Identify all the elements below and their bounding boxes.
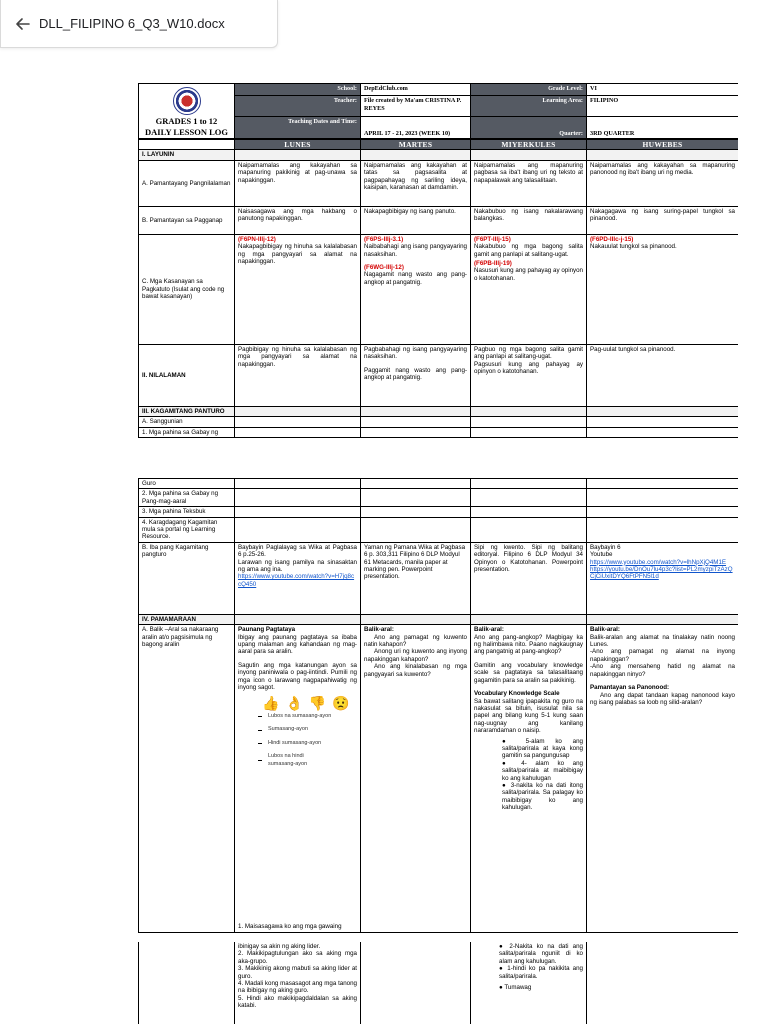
- document-page-3: [138, 942, 738, 1024]
- title-cell: [139, 84, 235, 139]
- cell: (F6PT-IIIj-15) Nakabubuo ng mga bagong salita gamit ang panlapi at salitang-ugat. (F6PB-IIIj-19) Nasusuri kung ang pahayag ay opinyon o katotohanan.: [471, 234, 587, 344]
- page-break: [0, 453, 768, 478]
- teacher-label: Teacher:: [235, 96, 361, 117]
- section-pamamaraan: IV. PAMAMARAAN: [139, 614, 235, 624]
- deped-seal-icon: [173, 87, 201, 115]
- cell: Naipamamalas ang kakayahan sa mapanuring pakikinig at pag-unawa sa napakinggan.: [235, 160, 361, 206]
- cell: Nakabubuo ng isang nakalarawang balangkas.: [471, 206, 587, 234]
- row-label-gabay-guro-cont: Guro: [139, 479, 235, 489]
- dates-label: Teaching Dates and Time:: [235, 117, 361, 139]
- document-page-1: [138, 83, 738, 453]
- row-label-gabay-guro-cut: 1. Mga pahina sa Gabay ng: [139, 427, 235, 437]
- dates-value: APRIL 17 - 21, 2023 (WEEK 10): [361, 117, 471, 139]
- dll-body-page2: [138, 478, 738, 933]
- dll-title: DAILY LESSON LOG: [145, 127, 228, 137]
- cell: Pag-uulat tungkol sa pinanood.: [587, 344, 739, 406]
- area-value: FILIPINO: [587, 96, 739, 117]
- file-name: DLL_FILIPINO 6_Q3_W10.docx: [39, 16, 225, 31]
- cell: Nakapagbibigay ng isang panuto.: [361, 206, 471, 234]
- list-item: ● 5-alam ko ang salita/parirala at kaya kong gamitin sa pangungusap: [502, 737, 583, 760]
- emoji-icon: 😟: [332, 694, 350, 711]
- cell: (F6PN-IIIj-12) Nakapagbibigay ng hinuha sa kalalabasan ng mga pangyayari sa alamat na napakinggan.: [235, 234, 361, 344]
- day-lunes: LUNES: [235, 140, 361, 150]
- cell: Pagbuo ng mga bagong salita gamit ang panlapi at salitang-ugat. Pagsusuri kung ang pahayag ay opinyon o katotohanan.: [471, 344, 587, 406]
- cell: Naipamamalas ang kakayahan sa mapanuring panonood ng iba't ibang uri ng media.: [587, 160, 739, 206]
- youtube-link[interactable]: https://www.youtube.com/watch?v=H7jq8ccQ450: [238, 573, 355, 588]
- day-martes: MARTES: [361, 140, 471, 150]
- quarter-value: 3RD QUARTER: [587, 117, 739, 139]
- youtube-link[interactable]: https://youtu.be/DnOu7lu4p3c?list=PL2myzpiTzAzQCjCiUxitDYQ6FtPFN5l1d: [590, 566, 733, 581]
- thumbs-up-icon: 👍: [262, 694, 280, 711]
- cell: Sipi ng kwento. Sipi ng balitang editoryal. Filipino 6 DLP Modyul 34 Opinyon o Katotohanan. Powerpoint presentation.: [471, 542, 587, 614]
- section-layunin: I. LAYUNIN: [139, 150, 235, 160]
- legend-item: Sumasang-ayon: [258, 726, 357, 733]
- row-label-kasanayan: C. Mga Kasanayan sa Pagkatuto (Isulat ang code ng bawat kasanayan): [139, 234, 235, 344]
- list-item: ● 1-hindi ko pa nakikita ang salita/parirala.: [499, 965, 583, 980]
- cell: ibinigay sa akin ng aking lider. 2. Makikipagtulungan ako sa aking mga aka-grupo. 3. Makikinig akong mabuti sa aking lider at guro. 4. Madali kong masasagot ang mga tanong na ibibigay ng aking guro. 5. Hindi ako makikipagdaldalan sa aking katabi.: [235, 942, 361, 1024]
- legend-item: Lubos na sumasang-ayon: [258, 713, 357, 720]
- list-item: ● 2-Nakita ko na dati ang salita/parirala nguniit di ko alam ang kahulugan.: [499, 943, 583, 965]
- day-huwebes: HUWEBES: [587, 140, 739, 150]
- cell: Balik-aral: Ano ang pang-angkop? Magbigay ka ng halimbawa nito. Paano nagkaugnay ang pangatnig at pang-angkop? Gamitin ang vocabulary knowledge scale sa pagtataya sa talasalitaang gagamitin para sa aralin sa pakikinig. Vocabulary Knowledge Scale Sa bawat salitang ipapakita ng guro na nakasulat sa bituin, isusulat nila sa papel ang bilang kung 5-1 kung saan nag-uugnay ang kanilang nararamdaman o naisip. ● 5-alam ko ang salita/parirala at kaya kong gamitin sa pangungusap ● 4- alam ko ang salita/parirala at maibibigay ko ang kahulugan ● 3-nakita ko na dati itong salita/parirala. Sa palagay ko maibibigay ko ang kahulugan.: [471, 625, 587, 933]
- cell: Balik-aral: Balik-aralan ang alamat na tinalakay natin noong Lunes. -Ano ang pamagat ng alamat na inyong napakinggan? -Ano ang mensaheng hatid ng alamat na napakinggan ninyo? Pamantayan sa Panonood: Ano ang dapat tandaan kapag nanonood kayo ng isang palabas sa loob ng silid-aralan?: [587, 625, 739, 933]
- school-value: DepEdClub.com: [361, 84, 471, 96]
- youtube-link[interactable]: https://www.youtube.com/watch?v=lhNpXjQ4M1E: [590, 558, 727, 566]
- cell: (F6PD-IIIc-j-15) Nakauulat tungkol sa pinanood.: [587, 234, 739, 344]
- legend-item: Hindi sumasang-ayon: [258, 740, 357, 747]
- file-title-bar: [0, 0, 278, 48]
- row-label-pangnilalaman: A. Pamantayang Pangnilalaman: [139, 160, 235, 206]
- cell: Baybayin Paglalayag sa Wika at Pagbasa 6 p.25-26. Larawan ng isang pamilya na sinasaktan ng ama ang ina. https://www.youtube.com/watch?v=H7jq8ccQ450: [235, 542, 361, 614]
- cell: Pagbabahagi ng isang pangyayaring nasaksihan. Paggamit nang wasto ang pang-angkop at pangatnig.: [361, 344, 471, 406]
- row-label-pagganap: B. Pamantayan sa Pagganap: [139, 206, 235, 234]
- dll-body-page3: [138, 942, 738, 1024]
- teacher-value: File created by Ma'am CRISTINA P. REYES: [361, 96, 471, 117]
- row-label-karagdagang: 4. Karagdagang Kagamitan mula sa portal ng Learning Resource.: [139, 517, 235, 542]
- grade-label: Grade Level:: [471, 84, 587, 96]
- rating-icons: [238, 694, 357, 711]
- thumbs-down-icon: 👎: [308, 694, 327, 711]
- legend-item: Lubos na hindi sumasang-ayon: [258, 753, 357, 768]
- row-label-pang-mag-aaral: 2. Mga pahina sa Gabay ng Pang-mag-aaral: [139, 489, 235, 507]
- row-label-teksbuk: 3. Mga pahina Teksbuk: [139, 507, 235, 517]
- cell: Naipamamalas ang kakayahan at tatas sa pagsasalita at pagpapahayag ng sariling ideya, kaisipan, karanasan at damdamin.: [361, 160, 471, 206]
- cell: Yaman ng Pamana Wika at Pagbasa 6 p. 303,311 Filipino 6 DLP Modyul 61 Metacards, manila paper at marking pen. Powerpoint presentation.: [361, 542, 471, 614]
- list-item: ● 4- alam ko ang salita/parirala at maibibigay ko ang kahulugan: [502, 759, 583, 782]
- grades-title: GRADES 1 to 12: [155, 116, 218, 126]
- cell: Baybayin 6 Youtube https://www.youtube.com/watch?v=lhNpXjQ4M1E https://youtu.be/DnOu7lu4p3c?list=PL2myzpiTzAzQCjCiUxitDYQ6FtPFN5l1d: [587, 542, 739, 614]
- school-label: School:: [235, 84, 361, 96]
- grade-value: VI: [587, 84, 739, 96]
- day-miyerkules: MIYERKULES: [471, 140, 587, 150]
- cell: Naisasagawa ang mga hakbang o panutong napakinggan.: [235, 206, 361, 234]
- section-nilalaman: II. NILALAMAN: [139, 344, 235, 406]
- row-label-balik-aral: A. Balik –Aral sa nakaraang aralin at/o pagsisimula ng bagong aralin: [139, 625, 235, 933]
- dll-table-page1: [138, 83, 738, 139]
- corner-cell: [139, 140, 235, 150]
- approve-icon: 👌: [285, 694, 303, 711]
- cell: Pagbibigay ng hinuha sa kalalabasan ng mga pangyayari sa alamat na napakinggan.: [235, 344, 361, 406]
- cell: Paunang Pagtataya Ibigay ang paunang pagtataya sa ibaba upang malaman ang kahandaan ng mag-aaral para sa aralin. Sagutin ang mga katanungan ayon sa inyong paniniwala o pag-iintindi. Pumili ng mga icon o larawang nagpapahiwatig ng inyong sagot. 👍 👌 👎 😟 Lubos na sumasang-ayon Sumasang-ayon Hindi sumasang-ayon Lubos na hindi sumasang-ayon 1. Maisasagawa ko ang mga gawaing: [235, 625, 361, 933]
- back-arrow-icon[interactable]: [15, 16, 31, 32]
- list-item: ● 3-nakita ko na dati itong salita/parirala. Sa palagay ko maibibigay ko ang kahulugan.: [502, 781, 583, 812]
- cell: Naipamamalas ang mapanuring pagbasa sa iba't ibang uri ng teksto at napapalawak ang talasalitaan.: [471, 160, 587, 206]
- cell: Nakagagawa ng isang suring-papel tungkol sa pinanood.: [587, 206, 739, 234]
- section-kagamitan: III. KAGAMITANG PANTURO: [139, 406, 235, 416]
- quarter-label: Quarter:: [471, 117, 587, 139]
- row-label-iba-pang: B. Iba pang Kagamitang pangturo: [139, 542, 235, 614]
- dll-body-page1: [138, 139, 738, 438]
- row-label-sanggunian: A. Sanggunian: [139, 417, 235, 427]
- cell: Balik-aral: Ano ang pamagat ng kuwento natin kahapon? Anong uri ng kuwento ang inyong napakinggan kahapon? Ano ang kinalabasan ng mga pangyayari sa kuwento?: [361, 625, 471, 933]
- cell: (F6PS-IIIj-3.1) Naibabahagi ang isang pangyayaring nasaksihan. (F6WG-IIIj-12) Nagagamit nang wasto ang pang-angkop at pangatnig.: [361, 234, 471, 344]
- list-item: ● Tumawag: [499, 984, 532, 992]
- area-label: Learning Area:: [471, 96, 587, 117]
- cell: [471, 942, 587, 1024]
